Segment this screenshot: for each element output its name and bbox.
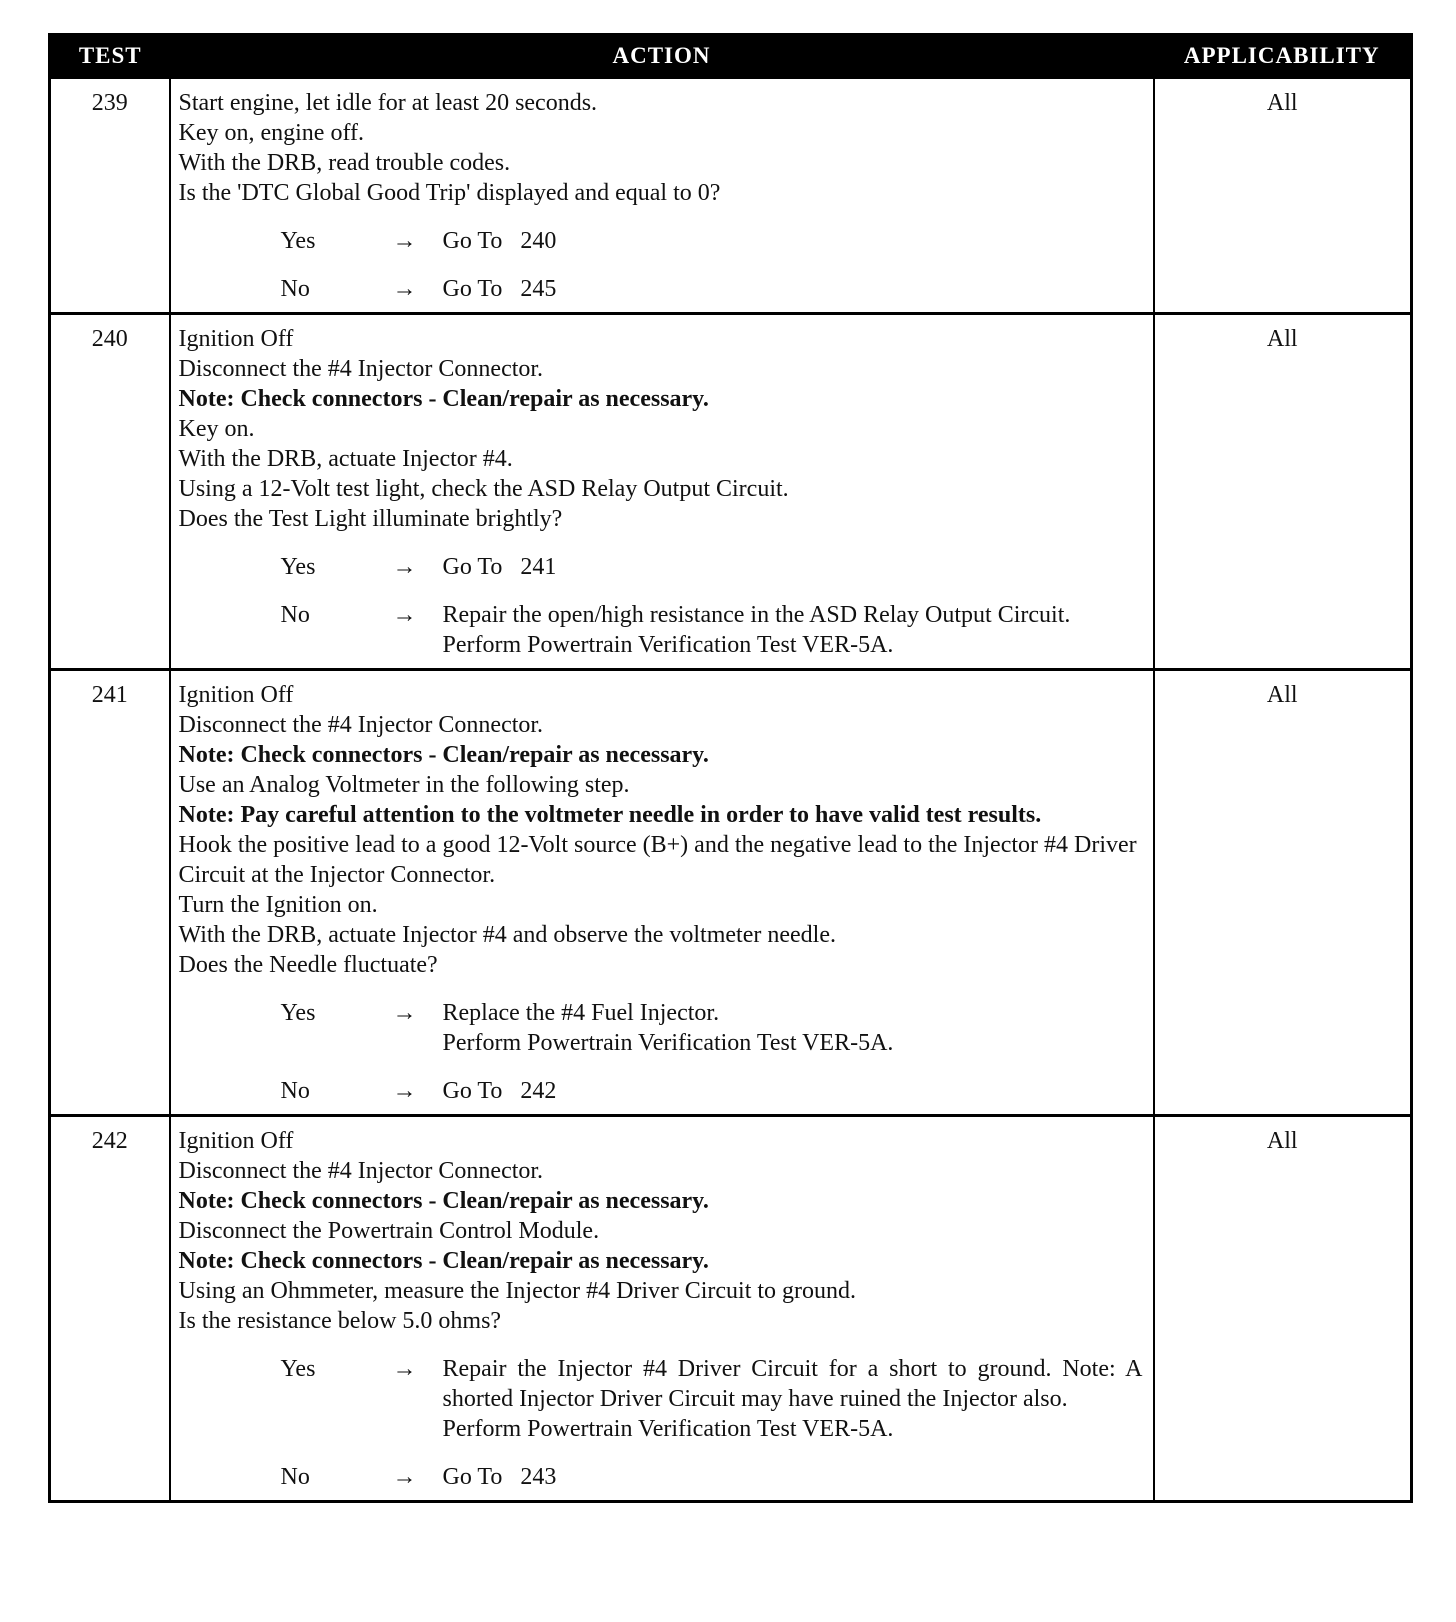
decision-branches [179, 226, 1145, 304]
action-step: Is the resistance below 5.0 ohms? [178, 1308, 502, 1334]
decision-branch-yes [179, 998, 1145, 1058]
branch-result-line: Repair the Injector #4 Driver Circuit for a short to ground. Note: A shorted Injector Driver Circuit may have ruined the Injector also. [442, 1356, 1149, 1412]
branch-result-line: Perform Powertrain Verification Test VER-5A. [442, 1030, 894, 1056]
arrow-right-icon: → [392, 1356, 417, 1382]
decision-branches [179, 998, 1145, 1106]
action-note: Note: Check connectors - Clean/repair as necessary. [178, 386, 709, 412]
action-step: Hook the positive lead to a good 12-Volt source (B+) and the negative lead to the Injector #4 Driver Circuit at the Injector Connector. [178, 832, 1137, 888]
decision-branch-yes [179, 1354, 1149, 1444]
action-step: Ignition Off [178, 326, 294, 352]
applicability-cell: All [1154, 314, 1412, 670]
branch-answer: Yes [280, 1356, 316, 1382]
test-number: 242 [50, 1116, 170, 1502]
branch-result [443, 600, 1145, 660]
action-steps [179, 1126, 1145, 1336]
branch-answer: Yes [280, 228, 316, 254]
decision-branch-no [179, 1462, 1145, 1492]
arrow-right-icon: → [392, 602, 417, 628]
diagnostic-procedure-page [48, 33, 1410, 1503]
decision-branch-no [179, 1076, 1145, 1106]
decision-branch-yes [179, 552, 1145, 582]
branch-answer: Yes [280, 1000, 316, 1026]
branch-answer: No [280, 602, 310, 628]
action-step: Key on. [178, 416, 255, 442]
branch-answer: No [280, 276, 310, 302]
action-step: Using an Ohmmeter, measure the Injector #4 Driver Circuit to ground. [178, 1278, 857, 1304]
arrow-right-icon: → [392, 228, 417, 254]
action-step: With the DRB, read trouble codes. [178, 150, 511, 176]
test-number: 241 [50, 670, 170, 1116]
action-note: Note: Check connectors - Clean/repair as necessary. [178, 742, 709, 768]
decision-branches [179, 552, 1145, 660]
header-action: ACTION [170, 35, 1154, 78]
arrow-right-icon: → [392, 1000, 417, 1026]
table-header-row [50, 35, 1412, 78]
branch-answer: No [280, 1464, 310, 1490]
branch-result-line: Go To 243 [442, 1464, 557, 1490]
branch-result-line: Perform Powertrain Verification Test VER-5A. [442, 632, 894, 658]
table-row [50, 670, 1412, 1116]
action-note: Note: Pay careful attention to the voltmeter needle in order to have valid test results. [178, 802, 1042, 828]
arrow-right-icon: → [392, 554, 417, 580]
action-step: Use an Analog Voltmeter in the following step. [178, 772, 630, 798]
action-step: With the DRB, actuate Injector #4. [178, 446, 513, 472]
action-steps [179, 324, 1145, 534]
branch-result-line: Repair the open/high resistance in the ASD Relay Output Circuit. [442, 602, 1071, 628]
action-cell [170, 314, 1154, 670]
action-cell [170, 78, 1154, 314]
action-step: Does the Test Light illuminate brightly? [178, 506, 563, 532]
action-cell [170, 670, 1154, 1116]
action-step: With the DRB, actuate Injector #4 and observe the voltmeter needle. [178, 922, 836, 948]
table-row [50, 1116, 1412, 1502]
branch-result-line: Go To 245 [442, 276, 557, 302]
action-step: Disconnect the #4 Injector Connector. [178, 356, 544, 382]
arrow-right-icon: → [392, 1078, 417, 1104]
action-step: Disconnect the Powertrain Control Module. [178, 1218, 600, 1244]
header-test: TEST [50, 35, 170, 78]
branch-result [443, 1076, 1145, 1106]
action-step: Ignition Off [178, 1128, 294, 1154]
branch-result [443, 274, 1145, 304]
branch-result-line: Go To 240 [442, 228, 557, 254]
action-step: Key on, engine off. [178, 120, 365, 146]
action-step: Is the 'DTC Global Good Trip' displayed and equal to 0? [178, 180, 721, 206]
applicability-cell: All [1154, 1116, 1412, 1502]
decision-branch-yes [179, 226, 1145, 256]
branch-result [443, 226, 1145, 256]
action-step: Ignition Off [178, 682, 294, 708]
table-row [50, 314, 1412, 670]
decision-branch-no [179, 600, 1145, 660]
action-steps [179, 88, 1145, 208]
branch-result [443, 998, 1145, 1058]
action-step: Does the Needle fluctuate? [178, 952, 438, 978]
header-applicability: APPLICABILITY [1154, 35, 1412, 78]
diagnostic-test-table [48, 33, 1413, 1503]
branch-result-line: Replace the #4 Fuel Injector. [442, 1000, 720, 1026]
action-cell [170, 1116, 1154, 1502]
table-row [50, 78, 1412, 314]
decision-branch-no [179, 274, 1145, 304]
branch-answer: No [280, 1078, 310, 1104]
branch-result [443, 1462, 1145, 1492]
arrow-right-icon: → [392, 276, 417, 302]
branch-result [442, 1354, 1149, 1444]
branch-result-line: Go To 242 [442, 1078, 557, 1104]
action-steps [179, 680, 1145, 980]
applicability-cell: All [1154, 670, 1412, 1116]
decision-branches [179, 1354, 1149, 1492]
action-note: Note: Check connectors - Clean/repair as necessary. [178, 1188, 709, 1214]
action-step: Disconnect the #4 Injector Connector. [178, 712, 544, 738]
branch-result-line: Perform Powertrain Verification Test VER-5A. [442, 1416, 894, 1442]
branch-result [443, 552, 1145, 582]
arrow-right-icon: → [392, 1464, 417, 1490]
action-step: Turn the Ignition on. [178, 892, 378, 918]
action-step: Start engine, let idle for at least 20 seconds. [178, 90, 598, 116]
action-note: Note: Check connectors - Clean/repair as necessary. [178, 1248, 709, 1274]
test-number: 239 [50, 78, 170, 314]
test-rows [50, 78, 1412, 1502]
applicability-cell: All [1154, 78, 1412, 314]
branch-answer: Yes [280, 554, 316, 580]
test-number: 240 [50, 314, 170, 670]
action-step: Using a 12-Volt test light, check the ASD Relay Output Circuit. [178, 476, 789, 502]
branch-result-line: Go To 241 [442, 554, 557, 580]
action-step: Disconnect the #4 Injector Connector. [178, 1158, 544, 1184]
